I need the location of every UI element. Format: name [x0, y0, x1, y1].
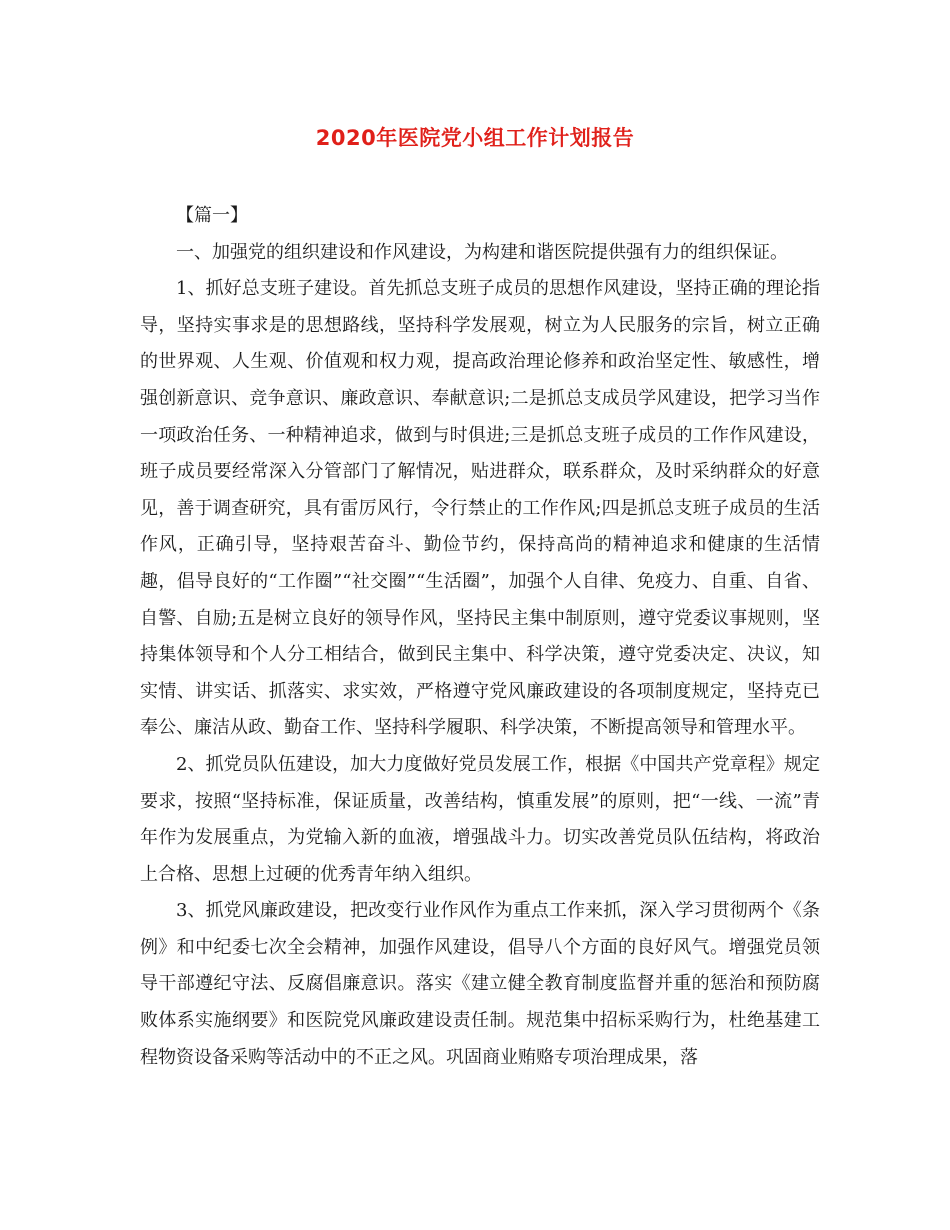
paragraph-3: 2、抓党员队伍建设，加大力度做好党员发展工作，根据《中国共产党章程》规定要求，按照“坚持标准，保证质量，改善结构，慎重发展”的原则，把“一线、一流”青年作为发展重点，为党输入新的血液，增强战斗力。切实改善党员队伍结构，将政治上合格、思想上过硬的优秀青年纳入组织。	[140, 753, 820, 885]
document-body	[140, 198, 820, 1076]
paragraph-2: 1、抓好总支班子建设。首先抓总支班子成员的思想作风建设，坚持正确的理论指导，坚持实事求是的思想路线，坚持科学发展观，树立为人民服务的宗旨，树立正确的世界观、人生观、价值观和权力观，提高政治理论修养和政治坚定性、敏感性，增强创新意识、竞争意识、廉政意识、奉献意识;二是抓总支成员学风建设，把学习当作一项政治任务、一种精神追求，做到与时俱进;三是抓总支班子成员的工作作风建设，班子成员要经常深入分管部门了解情况，贴进群众，联系群众，及时采纳群众的好意见，善于调查研究，具有雷厉风行，令行禁止的工作作风;四是抓总支班子成员的生活作风，正确引导，坚持艰苦奋斗、勤俭节约，保持高尚的精神追求和健康的生活情趣，倡导良好的“工作圈”“社交圈”“生活圈”，加强个人自律、免疫力、自重、自省、自警、自励;五是树立良好的领导作风，坚持民主集中制原则，遵守党委议事规则，坚持集体领导和个人分工相结合，做到民主集中、科学决策，遵守党委决定、决议，知实情、讲实话、抓落实、求实效，严格遵守党风廉政建设的各项制度规定，坚持克已奉公、廉洁从政、勤奋工作、坚持科学履职、科学决策，不断提高领导和管理水平。	[140, 278, 820, 739]
paragraph-4: 3、抓党风廉政建设，把改变行业作风作为重点工作来抓，深入学习贯彻两个《条例》和中纪委七次全会精神，加强作风建设，倡导八个方面的良好风气。增强党员领导干部遵纪守法、反腐倡廉意识。落实《建立健全教育制度监督并重的惩治和预防腐败体系实施纲要》和医院党风廉政建设责任制。规范集中招标采购行为，杜绝基建工程物资设备采购等活动中的不正之风。巩固商业贿赂专项治理成果，落	[140, 900, 820, 1068]
document-title: 2020年医院党小组工作计划报告	[315, 126, 635, 150]
paragraph-1: 一、加强党的组织建设和作风建设，为构建和谐医院提供强有力的组织保证。	[176, 241, 788, 263]
section-heading: 【篇一】	[176, 205, 248, 226]
